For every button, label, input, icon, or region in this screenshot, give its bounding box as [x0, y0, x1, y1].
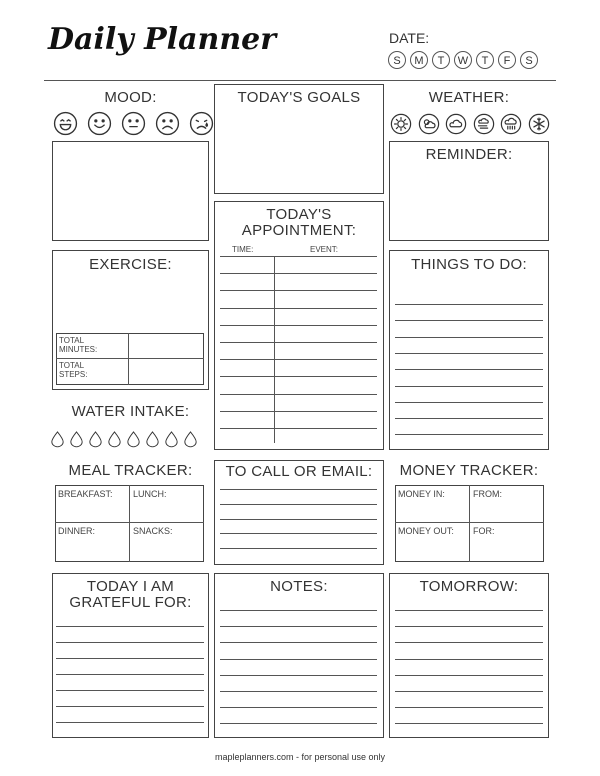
money-out-label: MONEY OUT: [398, 526, 454, 536]
tomorrow-line [395, 707, 543, 708]
notes-line [220, 707, 377, 708]
call-line [220, 504, 377, 505]
neutral-face-icon[interactable] [121, 111, 146, 136]
appointment-line [220, 394, 377, 395]
sun-icon[interactable] [390, 113, 412, 135]
money-table-col-divider [469, 485, 470, 562]
crying-face-icon[interactable] [189, 111, 214, 136]
day-circle[interactable]: T [476, 51, 494, 69]
tomorrow-line [395, 642, 543, 643]
things-to-do-box[interactable] [389, 250, 549, 450]
exercise-label: EXERCISE: [89, 256, 172, 273]
appointment-column-divider [274, 256, 275, 443]
total-minutes-label: TOTAL MINUTES: [59, 336, 98, 354]
snacks-label: SNACKS: [133, 526, 173, 536]
water-drop-icon[interactable] [87, 428, 104, 450]
grateful-line [56, 642, 204, 643]
tomorrow-label: TOMORROW: [419, 578, 519, 595]
notes-label: NOTES: [270, 578, 328, 595]
call-line [220, 489, 377, 490]
notes-line [220, 723, 377, 724]
day-circle[interactable]: T [432, 51, 450, 69]
things-to-do-line [395, 418, 543, 419]
things-to-do-line [395, 369, 543, 370]
appointment-label-2: APPOINTMENT: [241, 222, 357, 239]
laughing-face-icon[interactable] [53, 111, 78, 136]
snow-icon[interactable] [528, 113, 550, 135]
tomorrow-line [395, 659, 543, 660]
grateful-line [56, 658, 204, 659]
water-drop-icon[interactable] [144, 428, 161, 450]
appointment-line [220, 308, 377, 309]
page-title: Daily Planner [48, 22, 277, 57]
header-divider [44, 80, 556, 81]
grateful-line [56, 690, 204, 691]
tomorrow-line [395, 610, 543, 611]
day-circle[interactable]: W [454, 51, 472, 69]
tomorrow-line [395, 626, 543, 627]
appointment-label-1: TODAY'S [266, 206, 332, 223]
exercise-table-col-divider [128, 333, 129, 385]
grateful-line [56, 706, 204, 707]
event-column-header: EVENT: [310, 245, 339, 254]
weather-label: WEATHER: [428, 89, 510, 106]
notes-line [220, 659, 377, 660]
total-steps-label: TOTAL STEPS: [59, 361, 88, 379]
windy-icon[interactable] [473, 113, 495, 135]
call-line [220, 533, 377, 534]
appointment-line [220, 325, 377, 326]
grateful-label-2: GRATEFUL FOR: [69, 594, 192, 611]
date-label: DATE: [389, 30, 430, 46]
rain-icon[interactable] [500, 113, 522, 135]
meal-table-col-divider [129, 485, 130, 562]
for-label: FOR: [473, 526, 495, 536]
appointment-line [220, 256, 377, 257]
water-drop-icon[interactable] [163, 428, 180, 450]
things-to-do-line [395, 402, 543, 403]
grateful-line [56, 626, 204, 627]
appointment-line [220, 411, 377, 412]
from-label: FROM: [473, 489, 502, 499]
goals-label: TODAY'S GOALS [237, 89, 361, 106]
things-to-do-line [395, 320, 543, 321]
day-circle[interactable]: F [498, 51, 516, 69]
notes-line [220, 626, 377, 627]
meal-tracker-label: MEAL TRACKER: [68, 462, 193, 479]
breakfast-label: BREAKFAST: [58, 489, 113, 499]
water-drop-icon[interactable] [125, 428, 142, 450]
things-to-do-label: THINGS TO DO: [411, 256, 527, 273]
things-to-do-line [395, 434, 543, 435]
money-tracker-label: MONEY TRACKER: [399, 462, 539, 479]
call-line [220, 519, 377, 520]
dinner-label: DINNER: [58, 526, 96, 536]
notes-line [220, 642, 377, 643]
appointment-line [220, 428, 377, 429]
reminder-label: REMINDER: [425, 146, 513, 163]
money-in-label: MONEY IN: [398, 489, 445, 499]
sad-face-icon[interactable] [155, 111, 180, 136]
grateful-line [56, 674, 204, 675]
call-or-email-label: TO CALL OR EMAIL: [225, 463, 373, 480]
smiling-face-icon[interactable] [87, 111, 112, 136]
water-drop-icon[interactable] [182, 428, 199, 450]
water-intake-label: WATER INTAKE: [71, 403, 190, 420]
things-to-do-line [395, 337, 543, 338]
call-line [220, 548, 377, 549]
notes-line [220, 675, 377, 676]
tomorrow-line [395, 691, 543, 692]
partly-cloudy-icon[interactable] [418, 113, 440, 135]
footer-text: mapleplanners.com - for personal use only [214, 752, 386, 762]
grateful-line [56, 722, 204, 723]
exercise-table-row-divider [56, 358, 204, 359]
appointment-line [220, 290, 377, 291]
day-circle[interactable]: S [520, 51, 538, 69]
water-drop-icon[interactable] [106, 428, 123, 450]
appointment-line [220, 342, 377, 343]
appointment-line [220, 376, 377, 377]
tomorrow-line [395, 723, 543, 724]
time-column-header: TIME: [232, 245, 254, 254]
notes-box[interactable] [214, 573, 384, 738]
tomorrow-box[interactable] [389, 573, 549, 738]
appointment-line [220, 359, 377, 360]
day-circle[interactable]: M [410, 51, 428, 69]
notes-line [220, 691, 377, 692]
cloudy-icon[interactable] [445, 113, 467, 135]
things-to-do-line [395, 304, 543, 305]
notes-line [220, 610, 377, 611]
mood-label: MOOD: [104, 89, 157, 106]
tomorrow-line [395, 675, 543, 676]
mood-box[interactable] [52, 141, 209, 241]
water-drop-icon[interactable] [49, 428, 66, 450]
grateful-label-1: TODAY I AM [86, 578, 175, 595]
day-circle[interactable]: S [388, 51, 406, 69]
lunch-label: LUNCH: [133, 489, 167, 499]
things-to-do-line [395, 386, 543, 387]
water-drop-icon[interactable] [68, 428, 85, 450]
appointment-line [220, 273, 377, 274]
things-to-do-line [395, 353, 543, 354]
